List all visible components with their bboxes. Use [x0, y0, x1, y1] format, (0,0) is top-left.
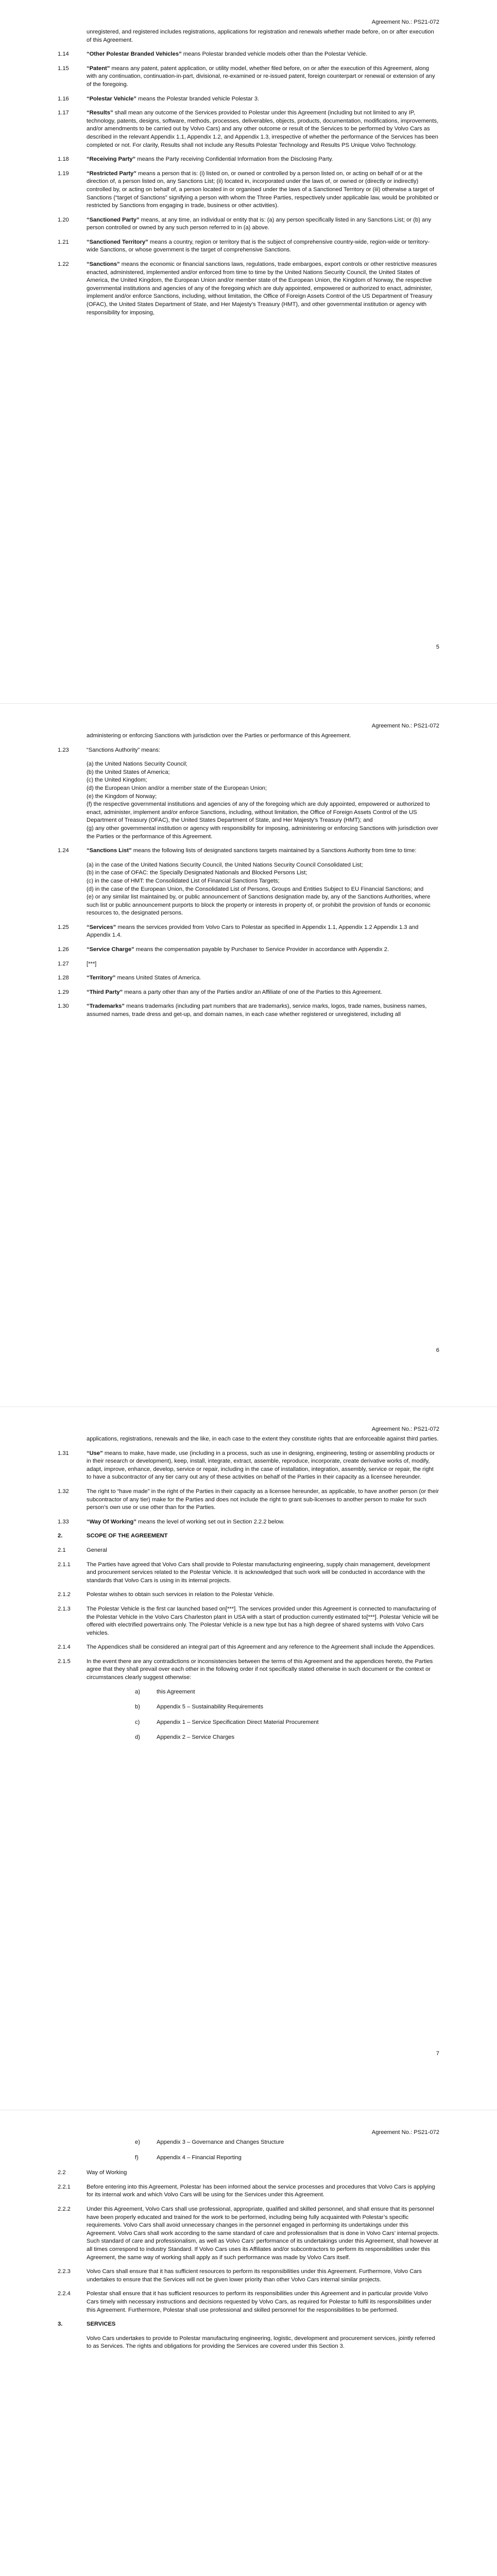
definition-1-30	[58, 1003, 439, 1019]
agreement-number: Agreement No.: PS21-072	[371, 19, 439, 25]
clause-text: The Appendices shall be considered an integral part of this Agreement and any reference to the Agreement shall include the Appendices.	[87, 1644, 435, 1651]
precedence-item	[135, 1734, 439, 1742]
definition-1-14	[58, 50, 439, 59]
defined-term: “Trademarks”	[87, 1003, 125, 1010]
section-number: 2.1.3	[58, 1605, 71, 1612]
section-title: SCOPE OF THE AGREEMENT	[87, 1533, 168, 1539]
item-label: b)	[135, 1704, 140, 1710]
definition-text: means the economic or financial sanctions laws, regulations, trade embargoes, export controls or other restrictive measures enacted, administered, implemented and/or enforced from time to time by the United Nations Security Council, the United States of America, the United Kingdom, the European Union and/or member state of the European Union, the Kingdom of Norway, the respective governmental institutions and agencies of any of the foregoing which are duly appointed, empowered or authorized to enact, administer, implement and/or enforce Sanctions, including, without limitation, the Office of Foreign Assets Control of the US Department of Treasury (OFAC), the United States Department of State, and Her Majesty’s Treasury (HMT), and other governmental institution or agency with responsibility for imposing,	[87, 261, 437, 316]
definition-1-27	[58, 960, 439, 969]
item-text: Appendix 2 – Service Charges	[157, 1734, 235, 1741]
section-number: 2.2.3	[58, 2268, 71, 2275]
defined-term: “Sanctioned Territory”	[87, 239, 148, 245]
section-number: 1.29	[58, 989, 69, 995]
precedence-item	[135, 1719, 439, 1727]
defined-term: “Polestar Vehicle”	[87, 95, 137, 102]
section-number: 1.26	[58, 946, 69, 953]
clause-text: Polestar wishes to obtain such services in relation to the Polestar Vehicle.	[87, 1591, 275, 1598]
definition-text: [***]	[87, 960, 97, 967]
section-number: 1.23	[58, 747, 69, 753]
page-number: 6	[436, 1347, 439, 1354]
section-number: 2.2.4	[58, 2291, 71, 2297]
list-item: (a) in the case of the United Nations Security Council, the United Nations Security Council Consolidated List;	[87, 861, 363, 868]
list-item: (a) the United Nations Security Council;	[87, 761, 187, 768]
section-number: 2.1.2	[58, 1591, 71, 1598]
precedence-item	[135, 1703, 439, 1711]
precedence-item	[135, 2139, 439, 2147]
section-number: 1.28	[58, 975, 69, 981]
definition-1-24	[58, 847, 439, 918]
list-item: (e) the Kingdom of Norway;	[87, 793, 157, 800]
definition-text: The right to “have made” in the right of the Parties in their capacity as a licensee hereunder, as applicable, to have another person (or their subcontractor of any tier) make for the Parties and does not include the right to grant sub-licenses to another person to make for such person’s own use or use other than for the Parties.	[87, 1488, 439, 1511]
clause-2-1-4	[58, 1643, 439, 1652]
section-heading-3	[58, 2320, 439, 2329]
document-page-8	[0, 2110, 497, 2576]
agreement-number: Agreement No.: PS21-072	[371, 723, 439, 729]
defined-term: “Territory”	[87, 975, 116, 981]
clause-2-1-5	[58, 1658, 439, 1682]
agreement-number: Agreement No.: PS21-072	[371, 2129, 439, 2136]
definition-text: means the Polestar branded vehicle Polestar 3.	[136, 95, 260, 102]
definition-1-19	[58, 170, 439, 210]
definition-1-29	[58, 989, 439, 997]
defined-term: “Services”	[87, 924, 116, 930]
document-page-7	[0, 1406, 497, 2110]
clause-2-2-1	[58, 2183, 439, 2199]
section-number: 1.16	[58, 95, 69, 102]
definition-1-21	[58, 239, 439, 255]
clause-text: Polestar shall ensure that it has sufficient resources to perform its responsibilities under this Agreement and in particular provide Volvo Cars timely with necessary instructions and decisions requested by Volvo Cars, as required for Polestar to fulfil its responsibilities under this Agreement. Furthermore, Polestar shall use professional and skilled personnel for the responsibilities to be performed.	[87, 2291, 432, 2313]
section-heading-2	[58, 1532, 439, 1540]
clause-2-2-2	[58, 2206, 439, 2262]
subsection-title: General	[87, 1547, 107, 1553]
definition-1-26	[58, 946, 439, 954]
definition-text: means a country, region or territory that is the subject of comprehensive country-wide, region-wide or territory-wide Sanctions, or whose government is the target of comprehensive Sanctions.	[87, 239, 430, 253]
list-item: (f) the respective governmental institutions and agencies of any of the foregoing which are duly appointed, empowered or authorized to enact, administer, implement and/or enforce Sanctions, including, without limitation, the Office of Foreign Assets Control of the US Department of Treasury (OFAC), the United States Department of State, and Her Majesty’s Treasury (HMT); and	[87, 801, 430, 824]
page-number: 7	[436, 2050, 439, 2057]
section-number: 1.18	[58, 156, 69, 163]
definition-1-18	[58, 156, 439, 164]
section-number: 2.2	[58, 2170, 66, 2176]
clause-2-1-1	[58, 1561, 439, 1585]
list-item: (d) in the case of the European Union, the Consolidated List of Persons, Groups and Entities Subject to EU Financial Sanctions; and	[87, 886, 424, 892]
list-item: (b) the United States of America;	[87, 769, 170, 775]
definition-1-20	[58, 216, 439, 232]
document-page-5	[0, 0, 497, 703]
section-number: 2.2.1	[58, 2183, 71, 2190]
definition-text: shall mean any outcome of the Services provided to Polestar under this Agreement (including but not limited to any IP, technology, patents, designs, software, methods, processes, deliverables, objects, products, documentation, modifications, improvements, and/or amendments to be carried out by Volvo Cars) and any other outcome or result of the Services to be performed by Volvo Cars as described in the relevant Appendix 1.1, Appendix 1.2, and Appendix 1.3, irrespective of whether the performance of the Services has been completed or not. For clarity, Results shall not include any Results Polestar Technology and Results PS Unique Volvo Technology.	[87, 110, 439, 148]
list-item: (c) in the case of HMT: the Consolidated List of Financial Sanctions Targets;	[87, 877, 280, 884]
item-text: Appendix 4 – Financial Reporting	[157, 2154, 242, 2161]
definition-text: means the services provided from Volvo Cars to Polestar as specified in Appendix 1.1, Appendix 1.2 Appendix 1.3 and Appendix 1.4.	[87, 924, 419, 939]
clause-2-2-3	[58, 2268, 439, 2284]
section-number: 2.1.5	[58, 1658, 71, 1665]
defined-term: “Patent”	[87, 65, 110, 72]
defined-term: “Use”	[87, 1450, 103, 1456]
definition-text: means the Party receiving Confidential Information from the Disclosing Party.	[135, 156, 333, 163]
section-number: 1.15	[58, 65, 69, 72]
definition-1-16	[58, 95, 439, 104]
section-number: 3.	[58, 2321, 63, 2328]
section-number: 1.30	[58, 1003, 69, 1010]
list-item: (g) any other governmental institution or agency with responsibility for imposing, administering or enforcing Sanctions with jurisdiction over the Parties or the performance of this Agreement.	[87, 825, 438, 840]
clause-2-2-4	[58, 2290, 439, 2314]
list-item: (c) the United Kingdom;	[87, 777, 147, 784]
section-number: 1.17	[58, 110, 69, 116]
definition-text: means a party other than any of the Parties and/or an Affiliate of one of the Parties to this Agreement.	[123, 989, 382, 995]
precedence-item	[135, 1688, 439, 1697]
section-number: 1.33	[58, 1518, 69, 1525]
definition-text: means the compensation payable by Purchaser to Service Provider in accordance with Appendix 2.	[134, 946, 389, 953]
section-number: 1.22	[58, 261, 69, 268]
defined-term: “Results”	[87, 110, 113, 116]
definition-1-17	[58, 109, 439, 149]
definition-text: means a person that is: (i) listed on, or owned or controlled by a person listed on, or acting on behalf of or at the direction of, a person listed on, any Sanctions List; (ii) located in, incorporated under the laws of, or owned or (directly or indirectly) controlled by, or acting on behalf of, a person located in or organised under the laws of a Sanctioned Territory or (iii) otherwise a target of Sanctions (“target of Sanctions” signifying a person with whom the Three Parties, respectively under applicable law, would be prohibited or restricted by Sanctions from engaging in trade, business or other activities).	[87, 170, 439, 209]
definition-text: means, at any time, an individual or entity that is: (a) any person specifically listed in any Sanctions List; or (b) any person controlled or owned by any such person referred to in (a) above.	[87, 216, 432, 231]
page-number: 5	[436, 644, 439, 651]
clause-2-1-3	[58, 1605, 439, 1637]
definition-1-23	[58, 747, 439, 841]
item-label: f)	[135, 2154, 139, 2161]
defined-term: “Other Polestar Branded Vehicles”	[87, 51, 182, 58]
section-number: 1.14	[58, 51, 69, 58]
clause-text: The Parties have agreed that Volvo Cars shall provide to Polestar manufacturing engineering, supply chain management, development and procurement services related to the Polestar Vehicle. It is acknowledged that such work will be conducted in accordance with the standards that Volvo Cars is using in its internal projects.	[87, 1561, 430, 1584]
definition-1-33	[58, 1518, 439, 1527]
defined-term: “Restricted Party”	[87, 170, 136, 177]
section-number: 1.31	[58, 1450, 69, 1456]
definition-1-28	[58, 974, 439, 982]
defined-term: “Sanctioned Party”	[87, 216, 140, 223]
definition-1-15	[58, 65, 439, 89]
item-label: e)	[135, 2139, 140, 2145]
clause-text: Under this Agreement, Volvo Cars shall use professional, appropriate, qualified and skilled personnel, and shall ensure that its personnel have been properly educated and trained for the work to be performed, including being fully acquainted with Polestar’s specific requirements. Volvo Cars shall avoid unnecessary changes in the personnel engaged in performing its undertakings under this Agreement. Volvo Cars shall work according to the same standard of care and professionalism that is done in Volvo Cars’ internal projects. Such standard of care and professionalism, as well as Volvo Cars’ performance of its undertakings under this Agreement, shall however at all times correspond to industry Standard. If Volvo Cars uses its Affiliates and/or subcontractors to perform its responsibilities under this Agreement, the same way of working shall apply as if such performance was made by Volvo Cars itself.	[87, 2206, 439, 2261]
clause-text: In the event there are any contradictions or inconsistencies between the terms of this Agreement and the appendices hereto, the Parties agree that they shall prevail over each other in the following order if not specifically stated otherwise in such document or the context or circumstances clearly suggest otherwise:	[87, 1658, 433, 1681]
precedence-item	[135, 2154, 439, 2162]
authority-list	[87, 760, 439, 841]
document-page-6	[0, 703, 497, 1406]
section-number: 1.27	[58, 960, 69, 967]
section-number: 2.1.1	[58, 1561, 71, 1568]
definition-1-25	[58, 924, 439, 940]
section-number: 1.21	[58, 239, 69, 245]
list-item: (e) or any similar list maintained by, or public announcement of Sanctions designation made by, any of the Sanctions Authorities, where such list or public announcement purports to block the property or interests in property of, or prohibit the provision of funds or economic resources to, the designated persons.	[87, 894, 431, 917]
defined-term: “Service Charge”	[87, 946, 134, 953]
section-number: 2.2.2	[58, 2206, 71, 2212]
section-number: 1.19	[58, 170, 69, 177]
subsection-heading-2-1	[58, 1547, 439, 1555]
item-label: d)	[135, 1734, 140, 1741]
list-item: (b) in the case of OFAC: the Specially Designated Nationals and Blocked Persons List;	[87, 870, 307, 876]
clause-text: Volvo Cars shall ensure that it has sufficient resources to perform its responsibilities under this Agreement. Furthermore, Volvo Cars undertakes to ensure that the Services will not be given lower priority than other Volvo Cars internal similar projects.	[87, 2268, 422, 2283]
section-number: 1.25	[58, 924, 69, 930]
paragraph-continuation: applications, registrations, renewals and the like, in each case to the extent they constitute rights that are enforceable against third parties.	[87, 1436, 439, 1442]
definition-text: means to make, have made, use (including in a process, such as use in designing, engineering, testing or assembling products or in their research or development), keep, install, integrate, extract, assemble, reproduce, incorporate, create derivative works of, modify, adapt, improve, enhance, develop, service or repair, including in the case of installation, integration, assembly, service or repair, the right to have a subcontractor of any tier carry out any of these activities on behalf of the Parties in their capacity as a licensee hereunder.	[87, 1450, 435, 1481]
section-number: 2.1	[58, 1547, 66, 1553]
definition-text: means United States of America.	[115, 975, 201, 981]
agreement-number: Agreement No.: PS21-072	[371, 1426, 439, 1432]
clause-2-1-2	[58, 1591, 439, 1599]
section-title: SERVICES	[87, 2321, 116, 2328]
clause-text: Before entering into this Agreement, Polestar has been informed about the service processes and procedures that Volvo Cars is applying for its internal work and which Volvo Cars will be using for the Services under this Agreement.	[87, 2183, 435, 2198]
definition-intro: “Sanctions Authority” means:	[87, 747, 161, 753]
section-3-intro: Volvo Cars undertakes to provide to Polestar manufacturing engineering, logistic, development and procurement services, jointly referred to as Services. The rights and obligations for providing the Services are covered under this Section 3.	[87, 2335, 435, 2350]
definition-1-32	[58, 1488, 439, 1512]
definition-text: means the level of working set out in Section 2.2.2 below.	[136, 1518, 285, 1525]
item-label: c)	[135, 1719, 140, 1725]
section-number: 1.20	[58, 216, 69, 223]
defined-term: “Sanctions List”	[87, 848, 132, 854]
section-number: 1.32	[58, 1488, 69, 1495]
item-text: this Agreement	[157, 1688, 195, 1695]
section-number: 2.	[58, 1533, 63, 1539]
item-label: a)	[135, 1688, 140, 1695]
definition-1-22	[58, 261, 439, 317]
paragraph-continuation: unregistered, and registered includes registrations, applications for registration and renewals whether made before, on or after execution of this Agreement.	[87, 29, 434, 43]
item-text: Appendix 1 – Service Specification Direct Material Procurement	[157, 1719, 319, 1725]
definition-text: means the following lists of designated sanctions targets maintained by a Sanctions Authority from time to time:	[131, 848, 417, 854]
sanctions-list	[87, 861, 439, 918]
definition-text: means trademarks (including part numbers that are trademarks), service marks, logos, trade names, business names, assumed names, trade dress and get-up, and domain names, in each case whether registered or unregistered, including all	[87, 1003, 427, 1018]
subsection-heading-2-2	[58, 2169, 439, 2177]
section-number: 1.24	[58, 848, 69, 854]
defined-term: “Receiving Party”	[87, 156, 136, 163]
item-text: Appendix 3 – Governance and Changes Structure	[157, 2139, 284, 2145]
clause-text: The Polestar Vehicle is the first car launched based on[***]. The services provided under this Agreement is connected to manufacturing of the Polestar Vehicle in the Volvo Cars Charleston plant in USA with a start of production currently estimated to[***]. Polestar Vehicle will be offered with electrified powertrains only. The Polestar Vehicle is a new type but has a high degree of shared systems with Volvo Cars vehicles.	[87, 1605, 439, 1636]
section-number: 2.1.4	[58, 1644, 71, 1651]
defined-term: “Way Of Working”	[87, 1518, 136, 1525]
defined-term: “Sanctions”	[87, 261, 120, 268]
paragraph-continuation: administering or enforcing Sanctions with jurisdiction over the Parties or performance of this Agreement.	[87, 733, 351, 739]
definition-text: means Polestar branded vehicle models other than the Polestar Vehicle.	[181, 51, 368, 58]
list-item: (d) the European Union and/or a member state of the European Union;	[87, 785, 267, 791]
item-text: Appendix 5 – Sustainability Requirements	[157, 1704, 264, 1710]
definition-text: means any patent, patent application, or utility model, whether filed before, on or after the execution of this Agreement, along with any continuation, continuation-in-part, divisional, re-examined or re-issued patent, foreign counterpart or renewal or extension of any of the foregoing.	[87, 65, 435, 88]
defined-term: “Third Party”	[87, 989, 123, 995]
definition-1-31	[58, 1450, 439, 1482]
subsection-title: Way of Working	[87, 2170, 127, 2176]
